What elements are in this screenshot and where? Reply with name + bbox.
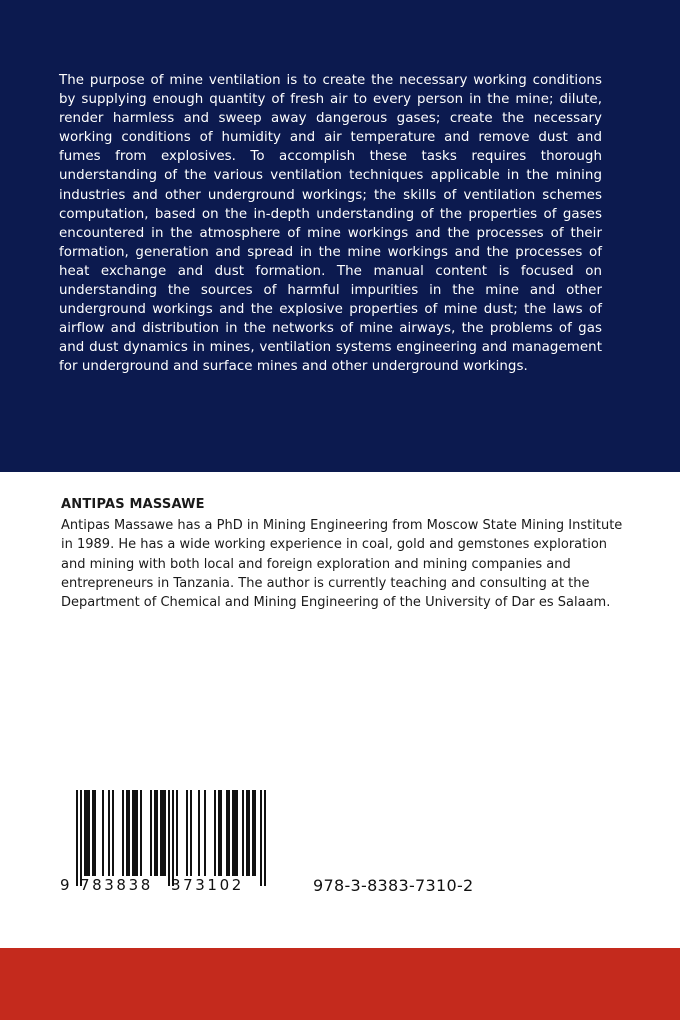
barcode-bar bbox=[264, 790, 266, 886]
barcode-bar bbox=[220, 790, 222, 876]
barcode-bar bbox=[172, 790, 174, 886]
barcode-bar bbox=[134, 790, 136, 876]
barcode-digits-left: 783838 bbox=[80, 876, 153, 894]
barcode-bar bbox=[218, 790, 220, 876]
barcode-bar bbox=[228, 790, 230, 876]
barcode-bar bbox=[92, 790, 94, 876]
barcode-bar bbox=[80, 790, 82, 886]
barcode-bar bbox=[108, 790, 110, 876]
barcode-bar bbox=[246, 790, 248, 876]
barcode-bar bbox=[136, 790, 138, 876]
bottom-band bbox=[0, 948, 680, 1020]
barcode-bar bbox=[132, 790, 134, 876]
barcode-bar bbox=[122, 790, 124, 876]
barcode-digit-first: 9 bbox=[60, 876, 70, 894]
barcode-bar bbox=[204, 790, 206, 876]
barcode-bar bbox=[242, 790, 244, 876]
barcode-bar bbox=[248, 790, 250, 876]
description-panel bbox=[0, 0, 680, 472]
barcode-bar bbox=[88, 790, 90, 876]
barcode-bar bbox=[86, 790, 88, 876]
barcode-bar bbox=[150, 790, 152, 876]
barcode-bar bbox=[198, 790, 200, 876]
isbn-number: 978-3-8383-7310-2 bbox=[313, 876, 474, 895]
barcode-bar bbox=[126, 790, 128, 876]
barcode bbox=[60, 790, 270, 900]
barcode-bars bbox=[60, 790, 270, 886]
barcode-bar bbox=[254, 790, 256, 876]
barcode-bar bbox=[154, 790, 156, 876]
barcode-bar bbox=[128, 790, 130, 876]
barcode-bar bbox=[214, 790, 216, 876]
barcode-bar bbox=[176, 790, 178, 876]
barcode-bar bbox=[186, 790, 188, 876]
barcode-bar bbox=[232, 790, 234, 876]
book-description: The purpose of mine ventilation is to create the necessary working conditions by supplying enough quantity of fresh air to every person in the mine; dilute, render harmless and sweep away dangerous gases; create the necessary working conditions of humidity and air temperature and remove dust and fumes from explosives. To accomplish these tasks requires thorough understanding of the various ventilation techniques applicable in the mining industries and other underground workings; the skills of ventilation schemes computation, based on the in-depth understanding of the properties of gases encountered in the atmosphere of mine workings and the processes of their formation, generation and spread in the mine workings and the processes of heat exchange and dust formation. The manual content is focused on understanding the sources of harmful impurities in the mine and other underground workings and the explosive properties of mine dust; the laws of airflow and distribution in the networks of mine airways, the problems of gas and dust dynamics in mines, ventilation systems engineering and management for underground and surface mines and other underground workings. bbox=[59, 73, 602, 375]
barcode-bar bbox=[236, 790, 238, 876]
barcode-digits-right: 373102 bbox=[171, 876, 244, 894]
barcode-bar bbox=[94, 790, 96, 876]
barcode-bar bbox=[140, 790, 142, 876]
barcode-bar bbox=[260, 790, 262, 886]
barcode-bar bbox=[252, 790, 254, 876]
barcode-bar bbox=[84, 790, 86, 876]
barcode-bar bbox=[112, 790, 114, 876]
barcode-bar bbox=[234, 790, 236, 876]
barcode-bar bbox=[76, 790, 78, 886]
barcode-bar bbox=[102, 790, 104, 876]
barcode-bar bbox=[162, 790, 164, 876]
barcode-bar bbox=[190, 790, 192, 876]
barcode-bar bbox=[164, 790, 166, 876]
barcode-bar bbox=[160, 790, 162, 876]
barcode-bar bbox=[168, 790, 170, 886]
barcode-bar bbox=[226, 790, 228, 876]
author-bio: Antipas Massawe has a PhD in Mining Engineering from Moscow State Mining Institute in 1989. He has a wide working experience in coal, gold and gemstones exploration and mining with both local and foreign exploration and mining companies and entrepreneurs in Tanzania. The author is currently teaching and consulting at the Department of Chemical and Mining Engineering of the University of Dar es Salaam. bbox=[61, 518, 623, 611]
barcode-bar bbox=[156, 790, 158, 876]
author-name: ANTIPAS MASSAWE bbox=[61, 497, 205, 512]
